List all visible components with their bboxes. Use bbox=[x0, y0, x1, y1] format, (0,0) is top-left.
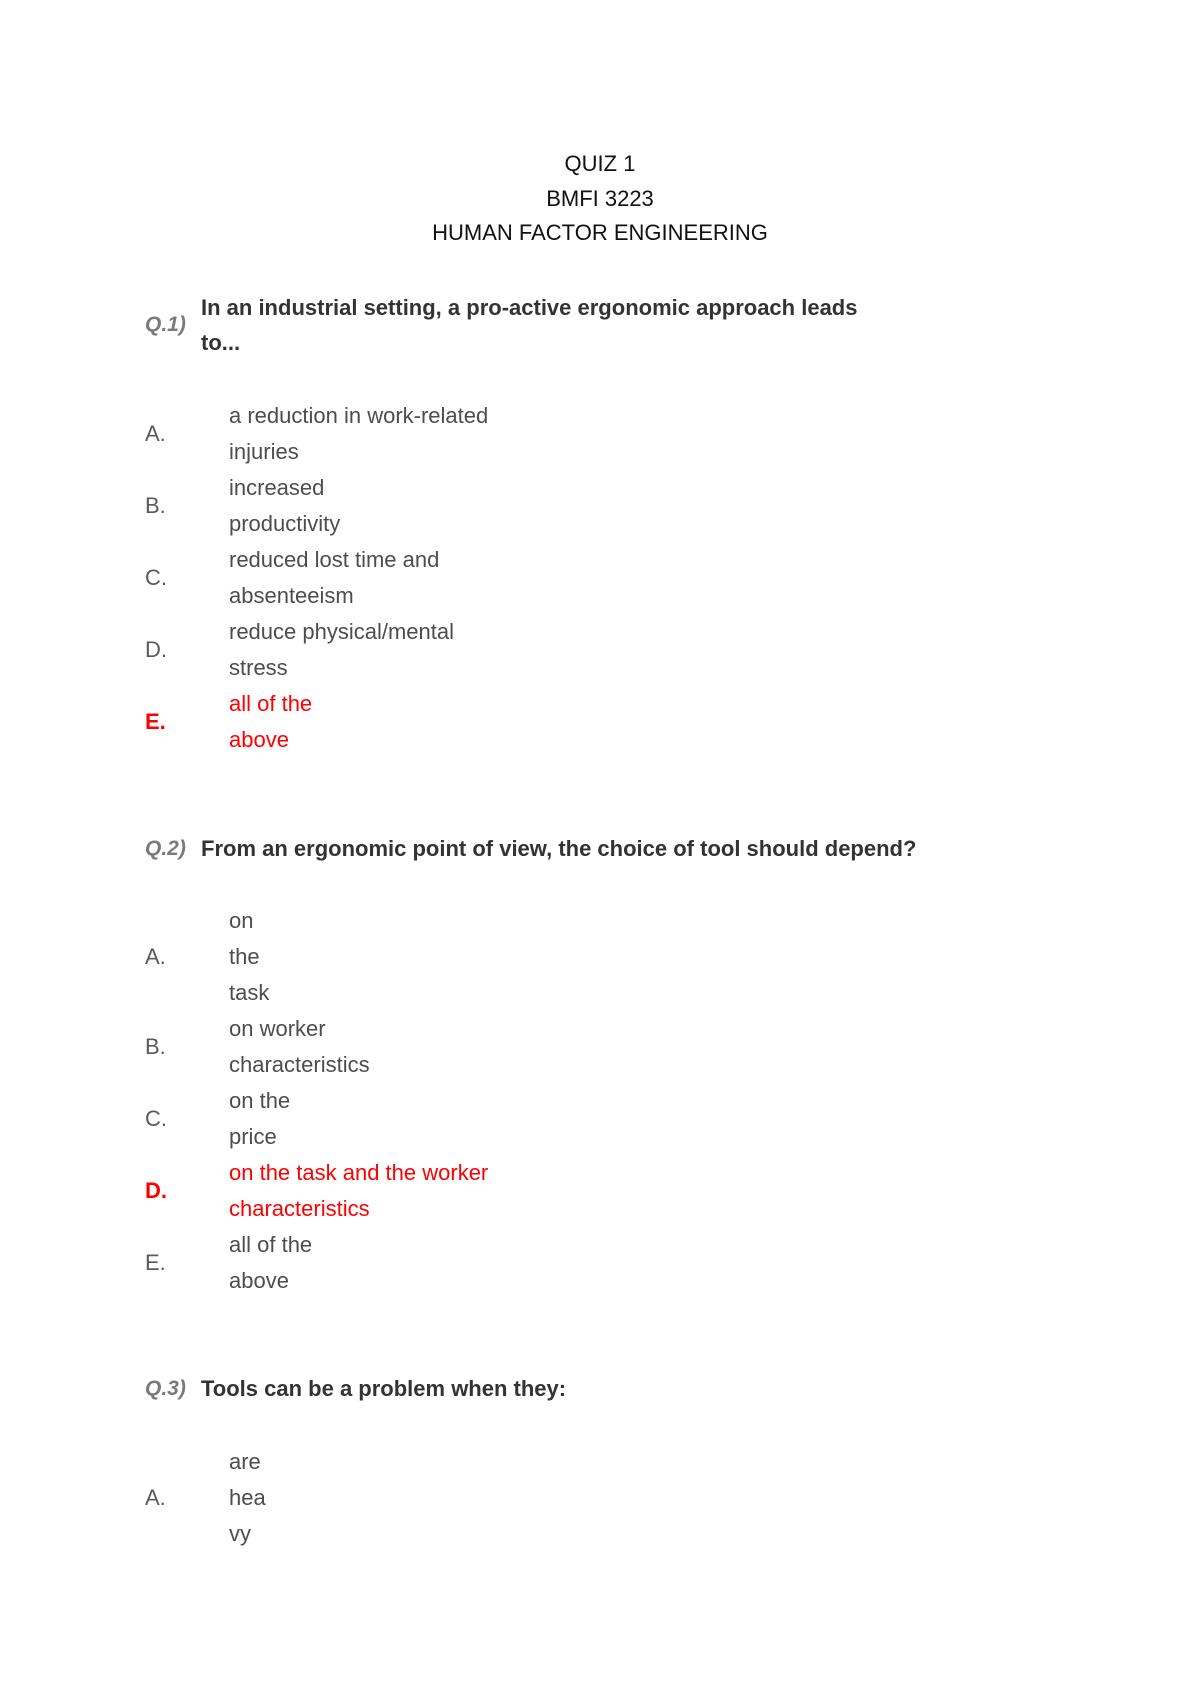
option-item bbox=[145, 614, 845, 686]
option-text-line: the bbox=[229, 944, 260, 969]
option-letter: B. bbox=[145, 493, 166, 518]
option-letter: B. bbox=[145, 1034, 166, 1059]
option-text-line: on bbox=[229, 908, 254, 933]
option-text-line: injuries bbox=[229, 439, 299, 464]
option-text-line: task bbox=[229, 980, 270, 1005]
option-text bbox=[229, 686, 312, 758]
option-text-line: all of the bbox=[229, 1232, 313, 1257]
option-text-line: reduced lost time and bbox=[229, 547, 440, 572]
course-name: HUMAN FACTOR ENGINEERING bbox=[432, 220, 768, 245]
option-text bbox=[229, 903, 269, 1011]
option-letter: A. bbox=[145, 1485, 166, 1510]
option-list bbox=[145, 903, 845, 1299]
option-text-line: on the bbox=[229, 1088, 291, 1113]
option-text-line: reduce physical/mental bbox=[229, 619, 455, 644]
option-text bbox=[229, 614, 454, 686]
option-list bbox=[145, 398, 845, 758]
option-text-line: characteristics bbox=[229, 1052, 370, 1077]
option-text-line: on worker bbox=[229, 1016, 326, 1041]
option-text-line: on the task and the worker bbox=[229, 1160, 489, 1185]
option-list bbox=[145, 1444, 845, 1552]
question-label: Q.1) bbox=[145, 313, 186, 336]
option-text-line: above bbox=[229, 727, 289, 752]
option-item bbox=[145, 470, 845, 542]
option-item bbox=[145, 1083, 845, 1155]
option-text-line: hea bbox=[229, 1485, 266, 1510]
option-text bbox=[229, 1444, 266, 1552]
option-letter: C. bbox=[145, 565, 167, 590]
option-text bbox=[229, 470, 340, 542]
option-text bbox=[229, 1227, 312, 1299]
question-text-line: to... bbox=[201, 330, 241, 355]
option-text-line: are bbox=[229, 1449, 261, 1474]
option-text bbox=[229, 1155, 488, 1227]
option-text-line: increased bbox=[229, 475, 325, 500]
question-text bbox=[201, 831, 916, 867]
option-item bbox=[145, 1227, 845, 1299]
option-text-line: a reduction in work-related bbox=[229, 403, 489, 428]
option-item bbox=[145, 542, 845, 614]
option-text bbox=[229, 398, 488, 470]
option-text-line: absenteeism bbox=[229, 583, 354, 608]
question-text bbox=[201, 290, 857, 360]
option-item bbox=[145, 1444, 845, 1552]
question-label: Q.3) bbox=[145, 1377, 186, 1400]
option-item bbox=[145, 1011, 845, 1083]
option-item bbox=[145, 903, 845, 1011]
question-text-line: In an industrial setting, a pro-active ergonomic approach leads bbox=[201, 295, 858, 320]
option-text-line: all of the bbox=[229, 691, 313, 716]
question-text-line: From an ergonomic point of view, the choice of tool should depend? bbox=[201, 836, 917, 861]
option-text-line: stress bbox=[229, 655, 288, 680]
option-letter: A. bbox=[145, 421, 166, 446]
option-letter: E. bbox=[145, 709, 166, 734]
option-letter: C. bbox=[145, 1106, 167, 1131]
question-text-line: Tools can be a problem when they: bbox=[201, 1376, 567, 1401]
option-text-line: characteristics bbox=[229, 1196, 370, 1221]
option-text-line: price bbox=[229, 1124, 277, 1149]
quiz-title: QUIZ 1 bbox=[564, 151, 636, 176]
question-text bbox=[201, 1371, 566, 1407]
option-text bbox=[229, 542, 439, 614]
option-text-line: above bbox=[229, 1268, 289, 1293]
question-label: Q.2) bbox=[145, 837, 186, 860]
option-item bbox=[145, 686, 845, 758]
option-text-line: vy bbox=[229, 1521, 251, 1546]
option-text bbox=[229, 1011, 370, 1083]
option-item bbox=[145, 1155, 845, 1227]
option-text bbox=[229, 1083, 290, 1155]
option-text-line: productivity bbox=[229, 511, 341, 536]
course-code: BMFI 3223 bbox=[546, 186, 654, 211]
option-item bbox=[145, 398, 845, 470]
option-letter: D. bbox=[145, 637, 167, 662]
option-letter: E. bbox=[145, 1250, 166, 1275]
option-letter: D. bbox=[145, 1178, 167, 1203]
option-letter: A. bbox=[145, 944, 166, 969]
